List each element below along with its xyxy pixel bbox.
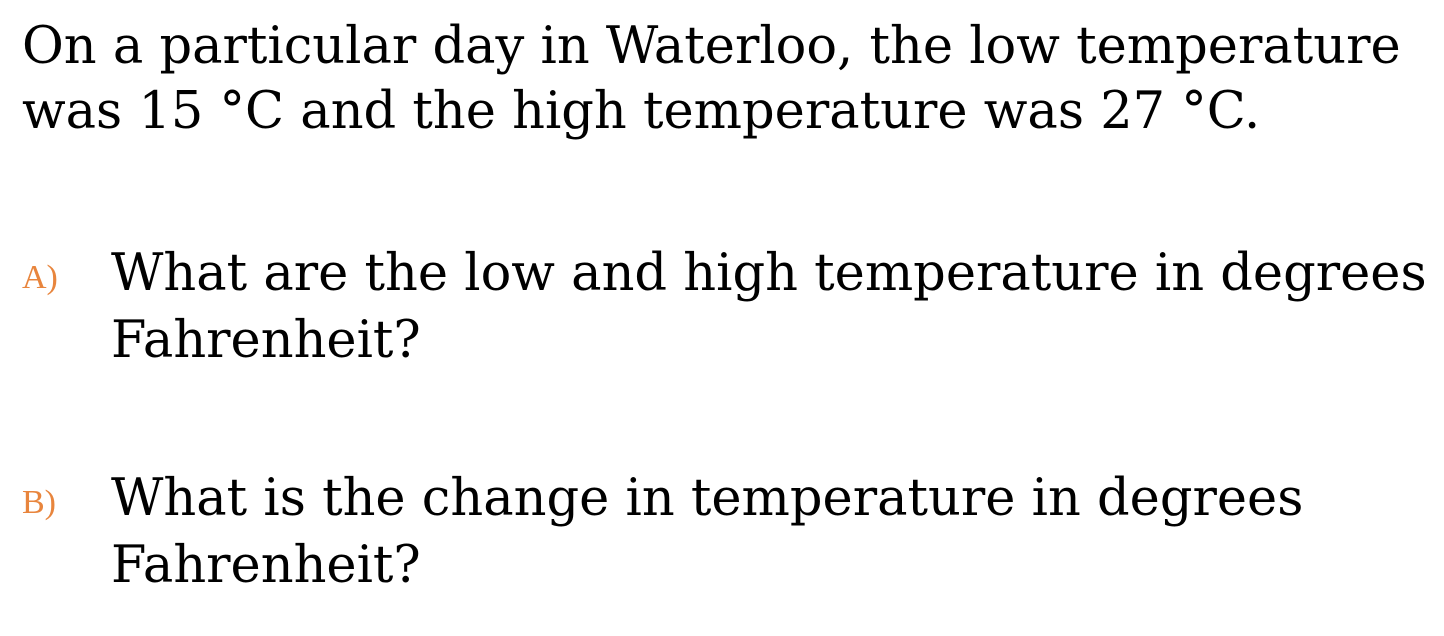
question-a-line-2: Fahrenheit? [111,311,421,370]
question-b-marker: B) [22,484,56,521]
question-b-text [111,465,1421,599]
question-b-line-1: What is the change in temperature in degrees [111,469,1304,528]
question-a-line-1: What are the low and high temperature in degrees [111,244,1427,303]
intro-line-2: was 15 °C and the high temperature was 27 °C. [22,82,1261,141]
question-b-line-2: Fahrenheit? [111,536,421,595]
question-a-text [111,240,1427,374]
question-a-marker: A) [22,259,58,296]
intro-line-1: On a particular day in Waterloo, the low temperature [22,17,1401,76]
intro-paragraph [22,14,1422,144]
